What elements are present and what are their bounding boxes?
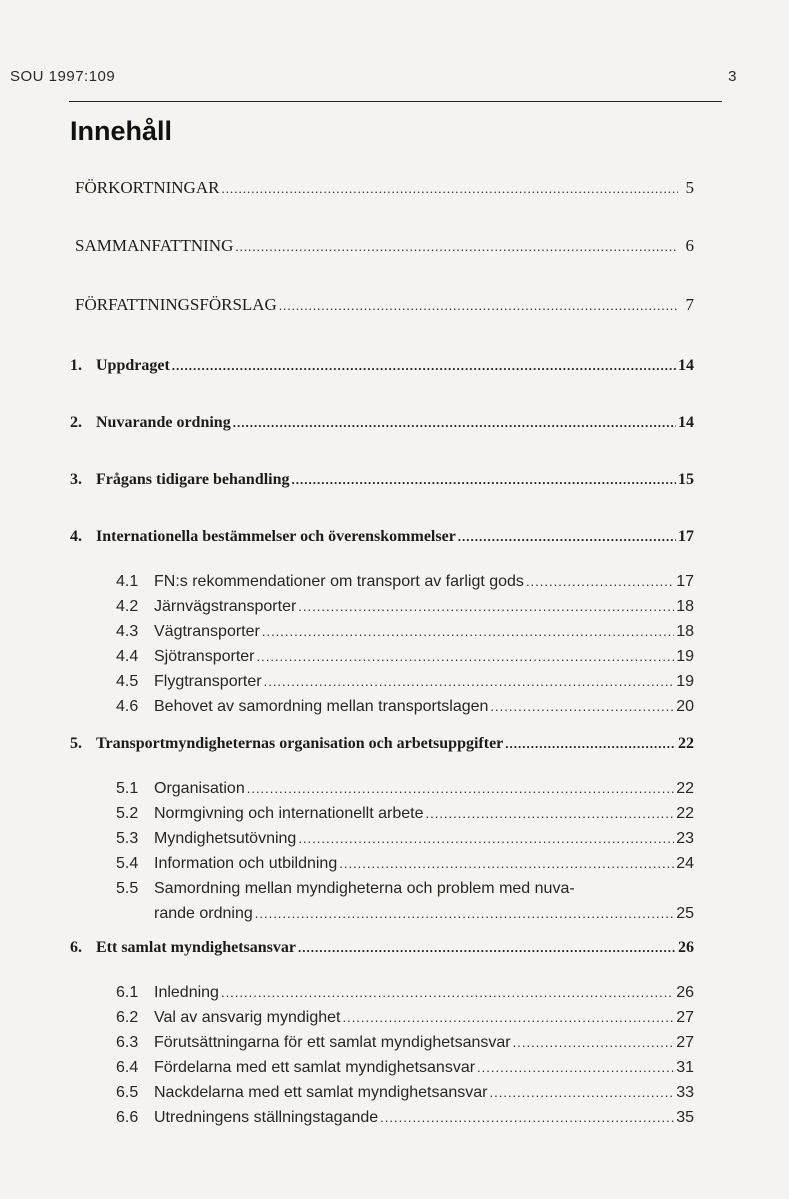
- toc-section-6-6[interactable]: [116, 1107, 694, 1129]
- toc-entry-page: 7: [685, 295, 694, 314]
- dot-leader: [172, 355, 676, 377]
- dot-leader: [490, 1082, 675, 1104]
- dot-leader: [425, 803, 674, 825]
- toc-entry-label: FÖRKORTNINGAR: [75, 178, 220, 197]
- toc-section-4-4[interactable]: [116, 646, 694, 668]
- section-number: 5.5: [116, 880, 139, 897]
- section-label: Sjötransporter: [154, 648, 255, 665]
- chapter-number: 1.: [70, 357, 82, 374]
- page-number: 3: [728, 68, 737, 85]
- toc-section-4-3[interactable]: [116, 621, 694, 643]
- toc-entry-page: 5: [685, 178, 694, 197]
- toc-entry-page: 6: [685, 236, 694, 255]
- toc-chapter-5[interactable]: [70, 733, 694, 755]
- section-number: 5.3: [116, 830, 139, 847]
- section-label: Nackdelarna med ett samlat myndighetsansvar: [154, 1084, 488, 1101]
- dot-leader: [298, 828, 674, 850]
- dot-leader: [458, 526, 676, 548]
- section-page: 25: [676, 905, 694, 922]
- dot-leader: [342, 1007, 674, 1029]
- section-number: 6.2: [116, 1009, 139, 1026]
- section-number: 5.4: [116, 855, 139, 872]
- chapter-label: Nuvarande ordning: [96, 414, 231, 431]
- dot-leader: [477, 1057, 674, 1079]
- section-label: Järnvägstransporter: [154, 598, 297, 615]
- section-page: 35: [676, 1109, 694, 1126]
- toc-section-6-3[interactable]: [116, 1032, 694, 1054]
- toc-section-4-2[interactable]: [116, 596, 694, 618]
- section-label: Inledning: [154, 984, 219, 1001]
- toc-chapter-1[interactable]: [70, 355, 694, 377]
- dot-leader: [298, 937, 676, 959]
- section-page: 18: [676, 623, 694, 640]
- dot-leader: [298, 596, 674, 618]
- section-label: Utredningens ställningstagande: [154, 1109, 379, 1126]
- chapter-number: 3.: [70, 471, 82, 488]
- chapter-label: Transportmyndigheternas organisation och arbetsuppgifter: [96, 735, 504, 752]
- dot-leader: [233, 412, 676, 434]
- section-page: 22: [676, 780, 694, 797]
- section-number: 6.1: [116, 984, 139, 1001]
- chapter-page: 26: [678, 939, 694, 956]
- chapter-label: Internationella bestämmelser och överenskommelser: [96, 528, 456, 545]
- chapter-label: Frågans tidigare behandling: [96, 471, 290, 488]
- chapter-page: 17: [678, 528, 694, 545]
- section-page: 18: [676, 598, 694, 615]
- toc-entry-label: SAMMANFATTNING: [75, 236, 234, 255]
- dot-leader: [262, 621, 674, 643]
- toc-section-5-4[interactable]: [116, 853, 694, 875]
- section-page: 27: [676, 1009, 694, 1026]
- dot-leader: [505, 733, 676, 755]
- section-label-continued: rande ordning: [154, 905, 253, 922]
- chapter-label: Uppdraget: [96, 357, 170, 374]
- section-number: 6.5: [116, 1084, 139, 1101]
- section-page: 33: [676, 1084, 694, 1101]
- header-rule: [69, 101, 722, 102]
- section-page: 19: [676, 673, 694, 690]
- section-number: 4.3: [116, 623, 139, 640]
- section-page: 31: [676, 1059, 694, 1076]
- dot-leader: [235, 235, 678, 257]
- section-label: Normgivning och internationellt arbete: [154, 805, 424, 822]
- dot-leader: [257, 646, 675, 668]
- section-page: 26: [676, 984, 694, 1001]
- section-label: Vägtransporter: [154, 623, 260, 640]
- chapter-page: 15: [678, 471, 694, 488]
- section-label: Förutsättningarna för ett samlat myndighetsansvar: [154, 1034, 511, 1051]
- section-label: Val av ansvarig myndighet: [154, 1009, 341, 1026]
- section-number: 4.6: [116, 698, 139, 715]
- chapter-page: 22: [678, 735, 694, 752]
- dot-leader: [526, 571, 674, 593]
- toc-section-6-2[interactable]: [116, 1007, 694, 1029]
- toc-chapter-4[interactable]: [70, 526, 694, 548]
- chapter-number: 6.: [70, 939, 82, 956]
- toc-entry-sammanfattning[interactable]: [75, 235, 694, 257]
- running-header: [10, 68, 737, 90]
- chapter-number: 4.: [70, 528, 82, 545]
- chapter-number: 5.: [70, 735, 82, 752]
- section-label: Behovet av samordning mellan transportslagen: [154, 698, 489, 715]
- dot-leader: [247, 778, 674, 800]
- toc-section-6-5[interactable]: [116, 1082, 694, 1104]
- toc-section-4-6[interactable]: [116, 696, 694, 718]
- dot-leader: [490, 696, 674, 718]
- section-number: 5.2: [116, 805, 139, 822]
- toc-entry-forkortningar[interactable]: [75, 177, 694, 199]
- section-first-line: [116, 878, 694, 900]
- toc-title: Innehåll: [70, 116, 173, 146]
- section-label: Organisation: [154, 780, 245, 797]
- dot-leader: [279, 294, 678, 316]
- chapter-label: Ett samlat myndighetsansvar: [96, 939, 297, 956]
- toc-chapter-3[interactable]: [70, 469, 694, 491]
- section-number: 6.4: [116, 1059, 139, 1076]
- toc-section-4-1[interactable]: [116, 571, 694, 593]
- dot-leader: [339, 853, 674, 875]
- section-page: 20: [676, 698, 694, 715]
- section-page: 23: [676, 830, 694, 847]
- section-page: 17: [676, 573, 694, 590]
- chapter-number: 2.: [70, 414, 82, 431]
- toc-entry-label: FÖRFATTNINGSFÖRSLAG: [75, 295, 277, 314]
- section-number: 4.4: [116, 648, 139, 665]
- section-label: Fördelarna med ett samlat myndighetsansvar: [154, 1059, 476, 1076]
- toc-chapter-2[interactable]: [70, 412, 694, 434]
- section-label: Information och utbildning: [154, 855, 338, 872]
- section-label: Myndighetsutövning: [154, 830, 297, 847]
- toc-section-5-5[interactable]: [116, 878, 694, 925]
- dot-leader: [221, 177, 678, 199]
- section-page: 27: [676, 1034, 694, 1051]
- toc-entry-forfattningsforslag[interactable]: [75, 294, 694, 316]
- section-number: 4.5: [116, 673, 139, 690]
- toc-section-4-5[interactable]: [116, 671, 694, 693]
- dot-leader: [255, 903, 674, 925]
- toc-section-5-2[interactable]: [116, 803, 694, 825]
- chapter-page: 14: [678, 414, 694, 431]
- dot-leader: [264, 671, 675, 693]
- toc-section-5-1[interactable]: [116, 778, 694, 800]
- dot-leader: [380, 1107, 674, 1129]
- toc-section-5-3[interactable]: [116, 828, 694, 850]
- section-number: 4.1: [116, 573, 139, 590]
- toc-section-6-1[interactable]: [116, 982, 694, 1004]
- toc-section-6-4[interactable]: [116, 1057, 694, 1079]
- section-page: 22: [676, 805, 694, 822]
- section-number: 6.3: [116, 1034, 139, 1051]
- dot-leader: [292, 469, 676, 491]
- section-label: Flygtransporter: [154, 673, 262, 690]
- series-number: SOU 1997:109: [10, 68, 116, 85]
- section-number: 6.6: [116, 1109, 139, 1126]
- dot-leader: [513, 1032, 675, 1054]
- chapter-page: 14: [678, 357, 694, 374]
- section-label: FN:s rekommendationer om transport av farligt gods: [154, 573, 524, 590]
- dot-leader: [221, 982, 674, 1004]
- section-label: Samordning mellan myndigheterna och problem med nuva-: [154, 880, 575, 897]
- section-page: 24: [676, 855, 694, 872]
- section-second-line: [116, 903, 694, 925]
- section-number: 5.1: [116, 780, 139, 797]
- toc-chapter-6[interactable]: [70, 937, 694, 959]
- section-page: 19: [676, 648, 694, 665]
- section-number: 4.2: [116, 598, 139, 615]
